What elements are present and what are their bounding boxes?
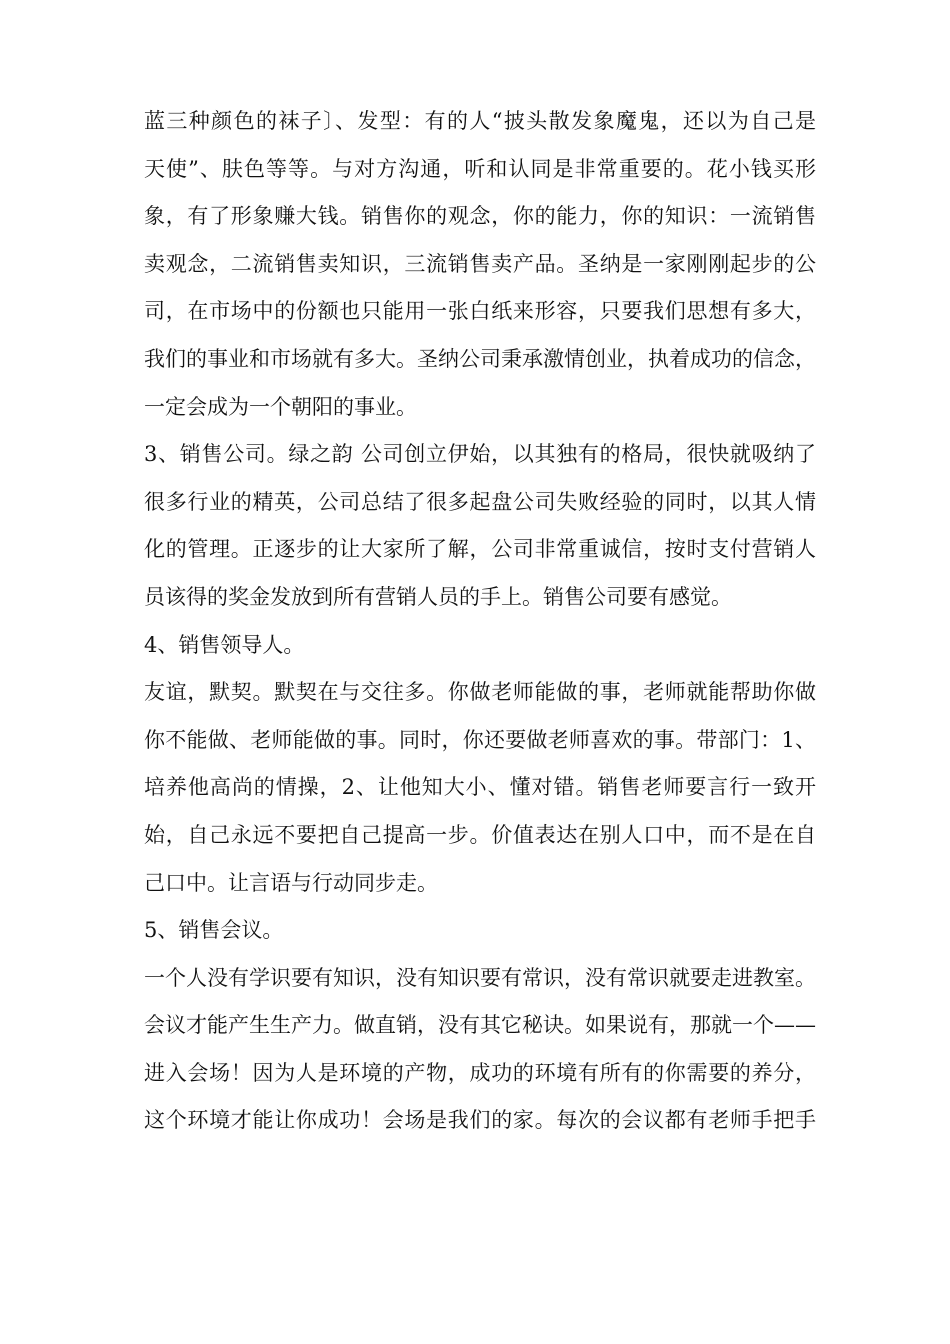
text-line: 天使”、肤色等等。与对方沟通，听和认同是非常重要的。花小钱买形: [144, 156, 816, 181]
text-line: 培养他高尚的情操，2、让他知大小、懂对错。销售老师要言行一致开: [144, 775, 816, 800]
text-line: 友谊，默契。默契在与交往多。你做老师能做的事，老师就能帮助你做: [144, 680, 816, 705]
text-line: 我们的事业和市场就有多大。圣纳公司秉承激情创业，执着成功的信念，: [144, 346, 816, 371]
text-line: 象，有了形象赚大钱。销售你的观念，你的能力，你的知识：一流销售: [144, 204, 816, 229]
text-line: 很多行业的精英，公司总结了很多起盘公司失败经验的同时，以其人情: [144, 489, 816, 514]
text-line: 蓝三种颜色的袜子〕、发型：有的人“披头散发象魔鬼，还以为自己是: [144, 109, 816, 133]
text-line: 始，自己永远不要把自己提高一步。价值表达在别人口中，而不是在自: [144, 822, 816, 847]
text-line: 会议才能产生生产力。做直销，没有其它秘诀。如果说有，那就一个——: [144, 1013, 816, 1038]
text-line: 一个人没有学识要有知识，没有知识要有常识，没有常识就要走进教室。: [144, 965, 816, 990]
text-line: 化的管理。正逐步的让大家所了解，公司非常重诚信，按时支付营销人: [144, 537, 816, 562]
text-line: 你不能做、老师能做的事。同时，你还要做老师喜欢的事。带部门：1、: [144, 727, 816, 752]
section-heading-line: 3、销售公司。绿之韵 公司创立伊始，以其独有的格局，很快就吸纳了: [144, 442, 816, 467]
text-line: 员该得的奖金发放到所有营销人员的手上。销售公司要有感觉。: [144, 584, 732, 609]
document-page: [144, 98, 816, 1145]
text-line: 己口中。让言语与行动同步走。: [144, 870, 438, 895]
text-line: 司，在市场中的份额也只能用一张白纸来形容，只要我们思想有多大，: [144, 299, 816, 324]
text-line: 进入会场！因为人是环境的产物，成功的环境有所有的你需要的养分，: [144, 1060, 816, 1085]
section-heading: 5、销售会议。: [144, 918, 284, 943]
text-line: 一定会成为一个朝阳的事业。: [144, 394, 417, 419]
text-line: 卖观念，二流销售卖知识，三流销售卖产品。圣纳是一家刚刚起步的公: [144, 251, 816, 276]
text-line: 这个环境才能让你成功！会场是我们的家。每次的会议都有老师手把手: [144, 1108, 816, 1133]
section-heading: 4、销售领导人。: [144, 632, 305, 657]
